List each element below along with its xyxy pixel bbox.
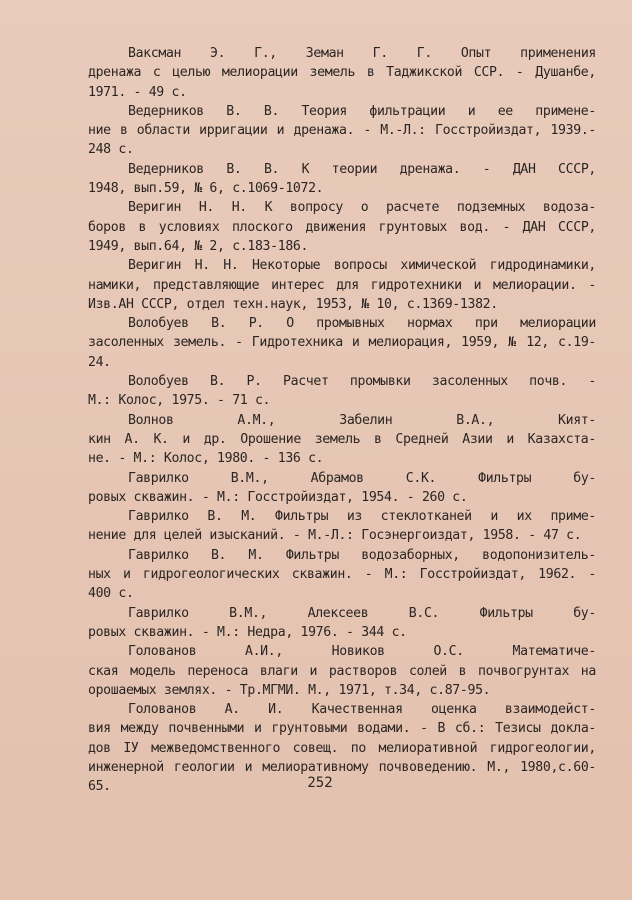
- entry-line: М.: Колос, 1975. - 71 с.: [88, 393, 271, 409]
- bibliography-entry: [88, 372, 596, 411]
- entry-line: Голованов А. И. Качественная оценка взаимодейст-: [128, 702, 596, 718]
- bibliography-entry: [88, 160, 596, 199]
- bibliography-list: [88, 44, 596, 797]
- bibliography-entry: [88, 604, 596, 643]
- entry-line: Веригин Н. Н. Некоторые вопросы химической гидродинамики,: [128, 258, 596, 274]
- bibliography-entry: [88, 700, 596, 796]
- bibliography-entry: [88, 198, 596, 256]
- bibliography-entry: [88, 411, 596, 469]
- entry-line: 24.: [88, 354, 111, 370]
- entry-line: Волнов А.М., Забелин В.А., Кият-: [128, 412, 596, 428]
- page-number: 252: [307, 775, 333, 791]
- entry-line: Веригин Н. Н. К вопросу о расчете подземных водоза-: [128, 200, 596, 216]
- entry-line: 248 с.: [88, 142, 134, 158]
- entry-line: кин А. К. и др. Орошение земель в Средней Азии и Казахста-: [88, 431, 596, 447]
- entry-line: нение для целей изысканий. - М.-Л.: Госэнергоиздат, 1958. - 47 с.: [88, 528, 582, 544]
- entry-line: 65.: [88, 779, 111, 795]
- bibliography-entry: [88, 44, 596, 102]
- entry-line: Гаврилко В. М. Фильтры из стеклотканей и их приме-: [128, 509, 596, 525]
- entry-line: намики, представляющие интерес для гидротехники и мелиорации. -: [88, 277, 596, 293]
- bibliography-entry: [88, 469, 596, 508]
- bibliography-entry: [88, 102, 596, 160]
- entry-line: ных и гидрогеологических скважин. - М.: Госстройиздат, 1962. -: [88, 567, 596, 583]
- bibliography-entry: [88, 546, 596, 604]
- entry-line: ская модель переноса влаги и растворов солей в почвогрунтах на: [88, 663, 596, 679]
- entry-line: 1948, вып.59, № 6, с.1069-1072.: [88, 181, 324, 197]
- entry-line: ние в области ирригации и дренажа. - М.-Л.: Госстройиздат, 1939.-: [88, 123, 596, 139]
- entry-line: Ваксман Э. Г., Земан Г. Г. Опыт применения: [128, 46, 596, 61]
- entry-line: боров в условиях плоского движения грунтовых вод. - ДАН СССР,: [88, 219, 596, 235]
- entry-line: Гаврилко В. М. Фильтры водозаборных, водопонизитель-: [128, 547, 596, 563]
- entry-line: Изв.АН СССР, отдел техн.наук, 1953, № 10, с.1369-1382.: [88, 296, 498, 312]
- entry-line: ровых скважин. - М.: Недра, 1976. - 344 с.: [88, 624, 407, 640]
- entry-line: инженерной геологии и мелиоративному почвоведению. М., 1980,с.60-: [88, 759, 596, 775]
- entry-line: засоленных земель. - Гидротехника и мелиорация, 1959, № 12, с.19-: [88, 335, 596, 351]
- entry-line: Ведерников В. В. Теория фильтрации и ее примене-: [128, 103, 596, 119]
- entry-line: Гаврилко В.М., Алексеев В.С. Фильтры бу-: [128, 605, 596, 621]
- entry-line: ровых скважин. - М.: Госстройиздат, 1954. - 260 с.: [88, 489, 468, 505]
- entry-line: не. - М.: Колос, 1980. - 136 с.: [88, 451, 324, 467]
- entry-line: дренажа с целью мелиорации земель в Таджикской ССР. - Душанбе,: [88, 65, 596, 81]
- entry-line: Голованов А.И., Новиков О.С. Математиче-: [128, 644, 596, 660]
- bibliography-entry: [88, 256, 596, 314]
- entry-line: вия между почвенными и грунтовыми водами. - В сб.: Тезисы докла-: [88, 721, 596, 737]
- entry-line: Волобуев В. Р. Расчет промывки засоленных почв. -: [128, 374, 596, 390]
- bibliography-entry: [88, 642, 596, 700]
- entry-line: 1971. - 49 с.: [88, 84, 187, 100]
- entry-line: Ведерников В. В. К теории дренажа. - ДАН СССР,: [128, 161, 596, 177]
- bibliography-entry: [88, 314, 596, 372]
- entry-line: Гаврилко В.М., Абрамов С.К. Фильтры бу-: [128, 470, 596, 486]
- bibliography-entry: [88, 507, 596, 546]
- entry-line: 1949, вып.64, № 2, с.183-186.: [88, 238, 309, 254]
- entry-line: 400 с.: [88, 586, 134, 602]
- entry-line: орошаемых землях. - Тр.МГМИ. М., 1971, т.34, с.87-95.: [88, 682, 491, 698]
- entry-line: Волобуев В. Р. О промывных нормах при мелиорации: [128, 316, 596, 332]
- entry-line: дов IУ межведомственного совещ. по мелиоративной гидрогеологии,: [88, 740, 596, 756]
